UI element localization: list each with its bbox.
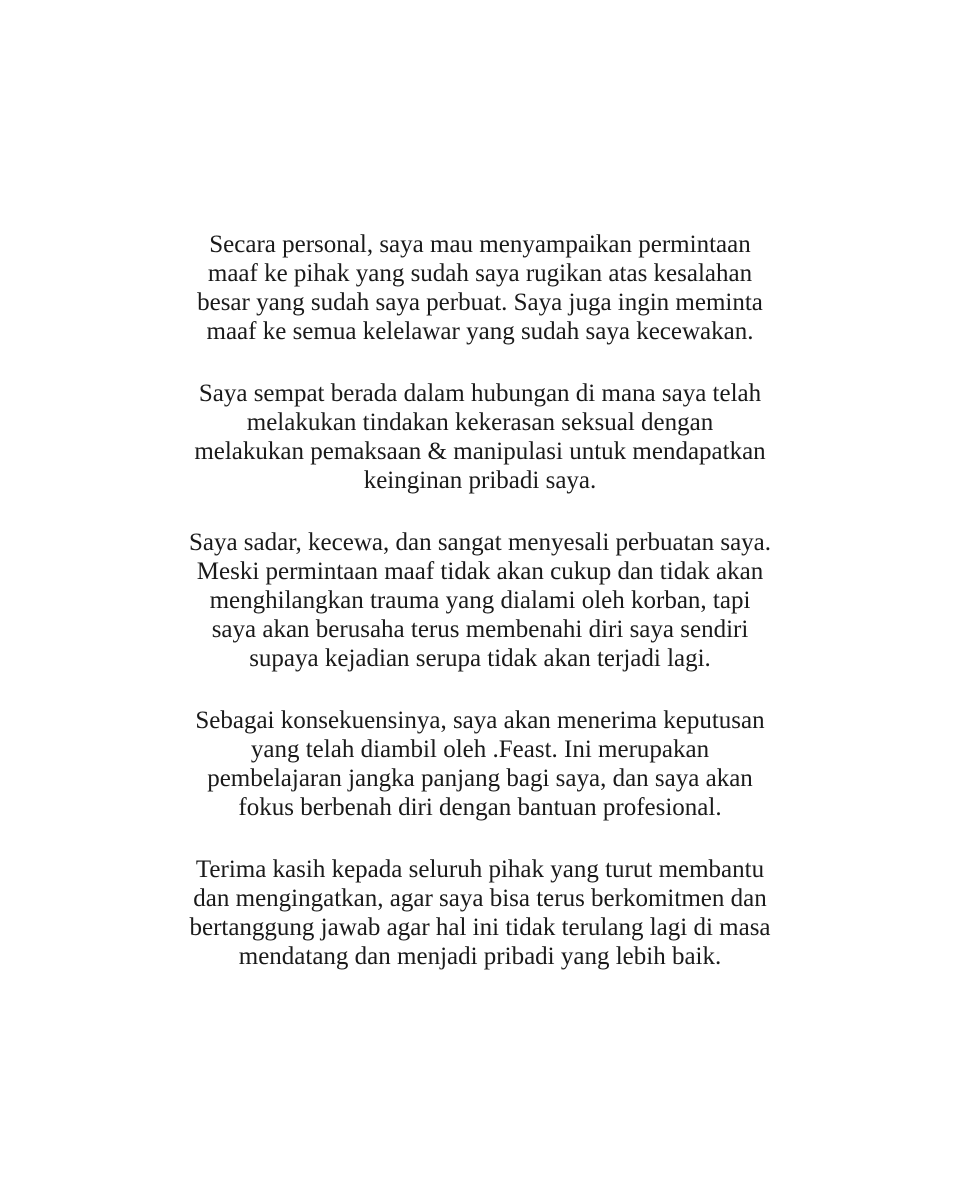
text-line: menghilangkan trauma yang dialami oleh korban, tapi <box>209 587 751 614</box>
text-line: melakukan tindakan kekerasan seksual dengan <box>246 409 714 436</box>
text-line: maaf ke semua kelelawar yang sudah saya kecewakan. <box>206 318 754 345</box>
text-line: Meski permintaan maaf tidak akan cukup dan tidak akan <box>196 558 764 585</box>
text-line: maaf ke pihak yang sudah saya rugikan atas kesalahan <box>207 260 753 287</box>
paragraph-admission <box>0 379 960 495</box>
text-line: besar yang sudah saya perbuat. Saya juga ingin meminta <box>197 289 763 316</box>
text-line: yang telah diambil oleh .Feast. Ini merupakan <box>250 736 710 763</box>
text-line: Saya sadar, kecewa, dan sangat menyesali perbuatan saya. <box>188 529 772 556</box>
paragraph-regret <box>0 528 960 673</box>
text-line: saya akan berusaha terus membenahi diri saya sendiri <box>211 616 749 643</box>
text-line: Secara personal, saya mau menyampaikan permintaan <box>209 231 751 258</box>
text-line: supaya kejadian serupa tidak akan terjadi lagi. <box>249 645 711 672</box>
paragraph-consequence <box>0 706 960 822</box>
text-line: Terima kasih kepada seluruh pihak yang turut membantu <box>195 856 765 883</box>
text-line: Saya sempat berada dalam hubungan di mana saya telah <box>198 380 762 407</box>
text-line: bertanggung jawab agar hal ini tidak terulang lagi di masa <box>189 914 771 941</box>
text-line: pembelajaran jangka panjang bagi saya, dan saya akan <box>207 765 753 792</box>
text-line: dan mengingatkan, agar saya bisa terus berkomitmen dan <box>193 885 767 912</box>
text-line: keinginan pribadi saya. <box>363 467 597 494</box>
paragraph-thanks <box>0 855 960 971</box>
paragraph-apology <box>0 230 960 346</box>
text-line: Sebagai konsekuensinya, saya akan menerima keputusan <box>195 707 765 734</box>
text-line: melakukan pemaksaan & manipulasi untuk mendapatkan <box>194 438 766 465</box>
text-line: mendatang dan menjadi pribadi yang lebih baik. <box>238 943 722 970</box>
text-line: fokus berbenah diri dengan bantuan profesional. <box>238 794 722 821</box>
statement-text <box>0 230 960 1004</box>
